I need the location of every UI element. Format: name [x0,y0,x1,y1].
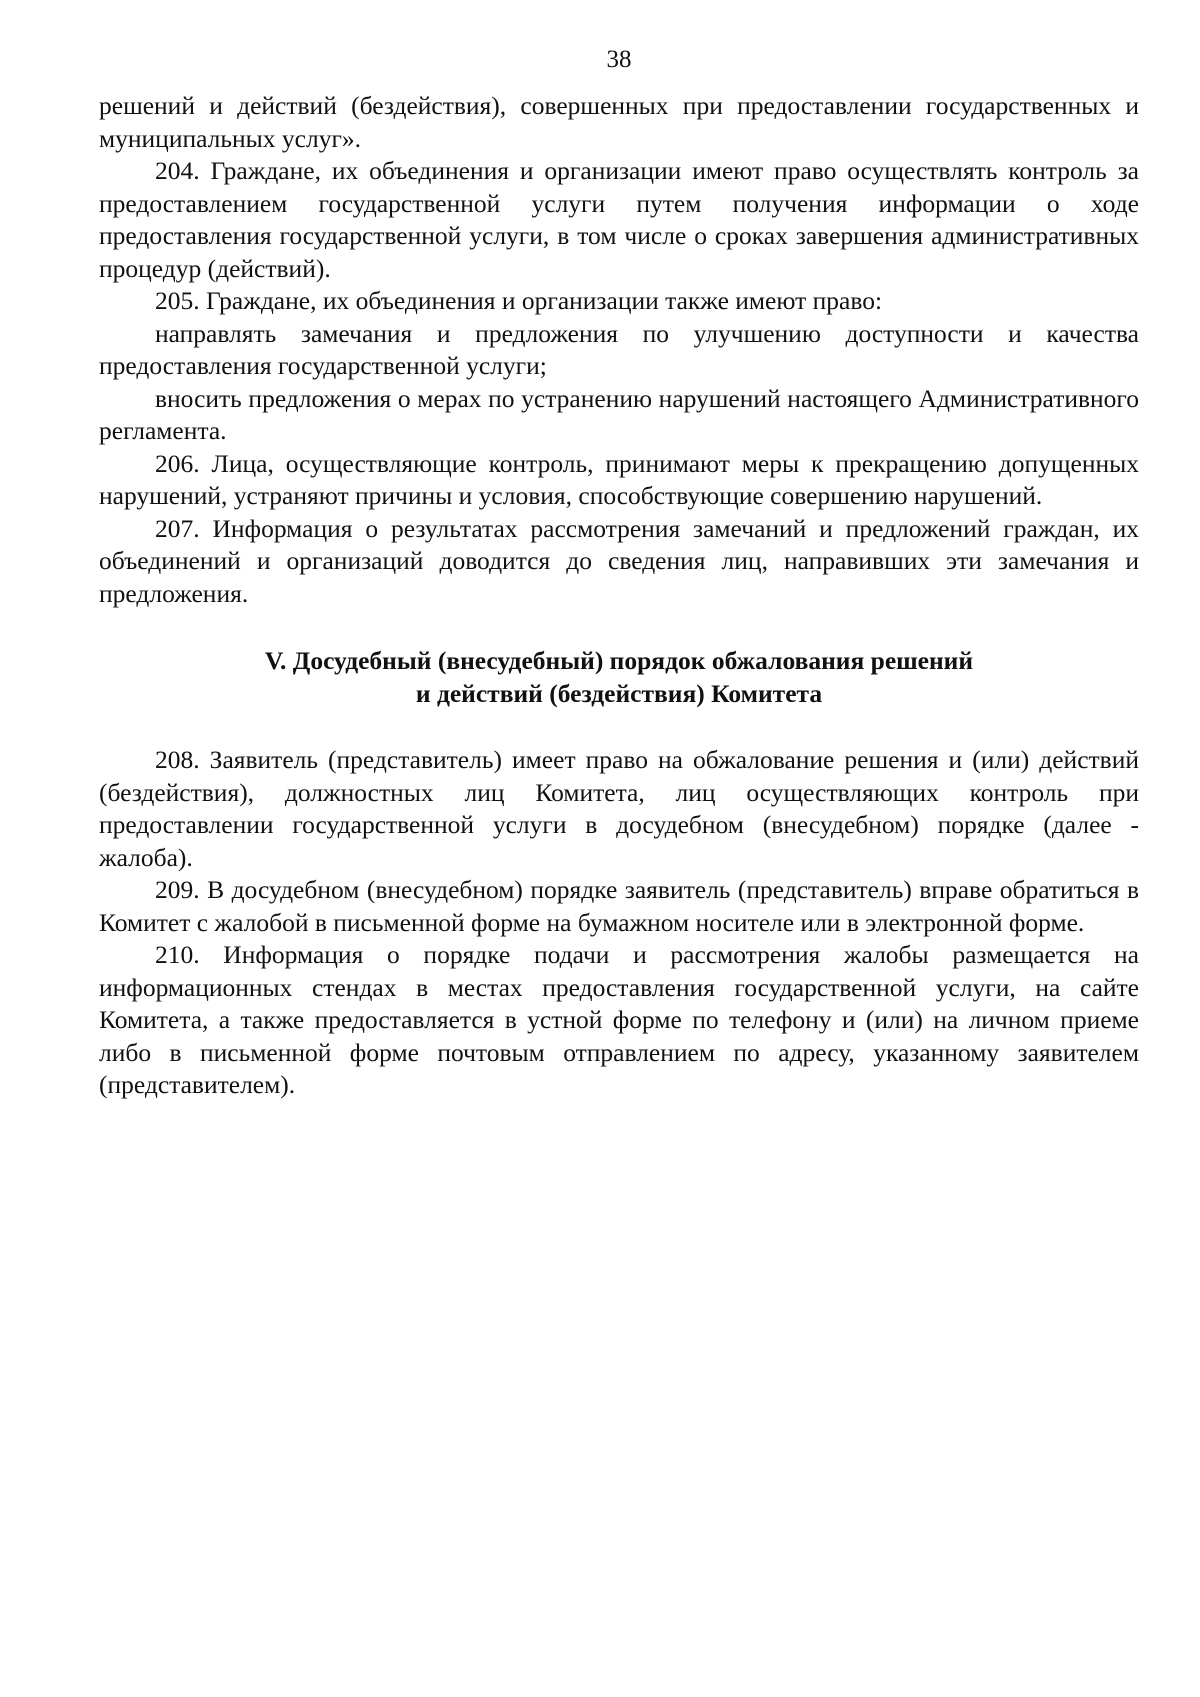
continued-paragraph: решений и действий (бездействия), совершенных при предоставлении государственных и муниципальных услуг». [99,91,1139,153]
paragraph-205: 205. Граждане, их объединения и организации также имеют право: [155,286,883,315]
paragraph-209: 209. В досудебном (внесудебном) порядке заявитель (представитель) вправе обратиться в Комитет с жалобой в письменной форме на бумажном носителе или в электронной форме. [99,875,1139,937]
paragraph-204: 204. Граждане, их объединения и организации имеют право осуществлять контроль за предоставлением государственной услуги путем получения информации о ходе предоставления государственной услуги, в том числе о сроках завершения административных процедур (действий). [99,156,1139,283]
paragraph-210: 210. Информация о порядке подачи и рассмотрения жалобы размещается на информационных стендах в местах предоставления государственной услуги, на сайте Комитета, а также предоставляется в устной форме по телефону и (или) на личном приеме либо в письменной форме почтовым отправлением по адресу, указанному заявителем (представителем). [99,940,1139,1099]
paragraph-205-item-2: вносить предложения о мерах по устранению нарушений настоящего Административного регламента. [99,383,1139,445]
section-heading-line-2: и действий (бездействия) Комитета [415,679,823,708]
paragraph-206: 206. Лица, осуществляющие контроль, принимают меры к прекращению допущенных нарушений, устраняют причины и условия, способствующие совершению нарушений. [99,448,1139,510]
paragraph-205-item-1: направлять замечания и предложения по улучшению доступности и качества предоставления государственной услуги; [99,318,1139,380]
paragraph-207: 207. Информация о результатах рассмотрения замечаний и предложений граждан, их объединений и организаций доводится до сведения лиц, направивших эти замечания и предложения. [99,513,1139,608]
section-heading [99,644,1139,710]
section-heading-line-1: V. Досудебный (внесудебный) порядок обжалования решений [264,646,974,675]
page-number: 38 [606,46,632,73]
document-body [99,90,1139,1102]
paragraph-208: 208. Заявитель (представитель) имеет право на обжалование решения и (или) действий (бездействия), должностных лиц Комитета, лиц осуществляющих контроль при предоставлении государственной услуги в досудебном (внесудебном) порядке (далее - жалоба). [99,745,1139,872]
